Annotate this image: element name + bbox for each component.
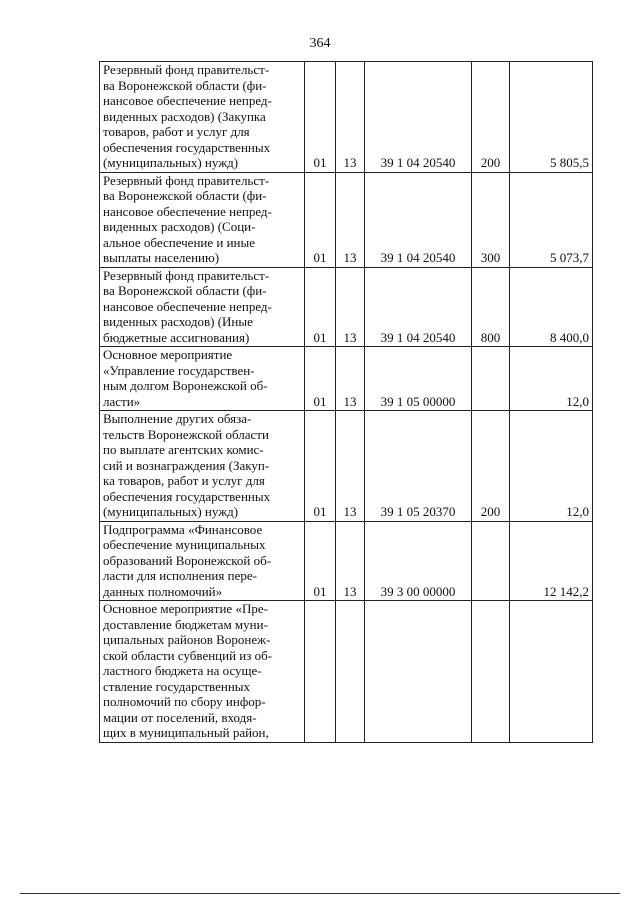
item-name-cell <box>100 172 305 267</box>
item-name-line: нансовое обеспечение непред- <box>103 298 272 314</box>
expense-type-cell: 200 <box>472 411 510 522</box>
section-cell: 01 <box>305 62 336 173</box>
expense-type-cell <box>472 347 510 411</box>
item-name-cell <box>100 411 305 522</box>
item-name-line: по выплате агентских комис- <box>103 442 264 457</box>
section-cell: 01 <box>305 521 336 601</box>
section-cell: 01 <box>305 267 336 347</box>
amount-cell: 12,0 <box>510 411 593 522</box>
target-article-cell <box>365 601 472 743</box>
target-article-cell: 39 1 05 20370 <box>365 411 472 522</box>
item-name-line: виденных расходов) (Закупка <box>103 108 266 124</box>
bottom-rule <box>20 893 620 894</box>
budget-table <box>99 61 593 743</box>
target-article-cell: 39 1 04 20540 <box>365 62 472 173</box>
budget-table-body <box>100 62 593 743</box>
item-name-line: мации от поселений, входя- <box>103 709 257 725</box>
item-name-line: Подпрограмма «Финансовое <box>103 521 263 537</box>
item-name-line: альное обеспечение и иные <box>103 234 256 250</box>
item-name-line: сий и вознаграждения (Закуп- <box>103 457 270 473</box>
subsection-cell: 13 <box>336 347 365 411</box>
item-name-line: данных полномочий» <box>103 583 223 599</box>
section-cell: 01 <box>305 347 336 411</box>
target-article-cell: 39 3 00 00000 <box>365 521 472 601</box>
table-row <box>100 601 593 743</box>
item-name-line: щих в муниципальный район, <box>103 725 269 740</box>
item-name-line: (муниципальных) нужд) <box>103 155 239 170</box>
item-name-line: ласти» <box>103 393 141 409</box>
item-name-line: «Управление государствен- <box>103 362 255 378</box>
item-name-line: Резервный фонд правительст- <box>103 172 270 188</box>
item-name-line: ва Воронежской области (фи- <box>103 188 267 203</box>
item-name-line: Выполнение других обяза- <box>103 411 252 426</box>
item-name-line: Основное мероприятие «Пре- <box>103 601 268 616</box>
item-name-cell <box>100 601 305 743</box>
item-name-line: обеспечения государственных <box>103 139 271 155</box>
item-name-line: товаров, работ и услуг для <box>103 124 250 139</box>
item-name-cell <box>100 521 305 601</box>
item-name-cell <box>100 62 305 173</box>
subsection-cell: 13 <box>336 521 365 601</box>
item-name-line: виденных расходов) (Соци- <box>103 219 256 234</box>
table-row <box>100 347 593 411</box>
expense-type-cell <box>472 601 510 743</box>
table-row <box>100 411 593 522</box>
item-name-line: виденных расходов) (Иные <box>103 314 253 329</box>
item-name-line: ласти для исполнения пере- <box>103 568 257 583</box>
expense-type-cell: 300 <box>472 172 510 267</box>
item-name-line: (муниципальных) нужд) <box>103 504 239 519</box>
table-row <box>100 172 593 267</box>
target-article-cell: 39 1 04 20540 <box>365 172 472 267</box>
subsection-cell: 13 <box>336 172 365 267</box>
subsection-cell: 13 <box>336 267 365 347</box>
amount-cell: 5 073,7 <box>510 172 593 267</box>
item-name-line: бюджетные ассигнования) <box>103 329 250 345</box>
subsection-cell <box>336 601 365 743</box>
item-name-line: выплаты населению) <box>103 250 220 265</box>
item-name-cell <box>100 267 305 347</box>
table-row <box>100 267 593 347</box>
item-name-line: образований Воронежской об- <box>103 552 272 568</box>
subsection-cell: 13 <box>336 411 365 522</box>
item-name-line: Резервный фонд правительст- <box>103 267 270 283</box>
item-name-line: ва Воронежской области (фи- <box>103 77 267 93</box>
page-number: 364 <box>309 36 331 51</box>
item-name-line: ным долгом Воронежской об- <box>103 378 268 393</box>
subsection-cell: 13 <box>336 62 365 173</box>
item-name-line: тельств Воронежской области <box>103 426 269 442</box>
table-row <box>100 62 593 173</box>
section-cell: 01 <box>305 172 336 267</box>
item-name-line: доставление бюджетам муни- <box>103 616 268 632</box>
expense-type-cell <box>472 521 510 601</box>
amount-cell: 5 805,5 <box>510 62 593 173</box>
item-name-line: нансовое обеспечение непред- <box>103 93 272 108</box>
item-name-line: ва Воронежской области (фи- <box>103 283 267 298</box>
item-name-line: ка товаров, работ и услуг для <box>103 473 265 488</box>
item-name-line: Основное мероприятие <box>103 347 233 362</box>
item-name-line: Резервный фонд правительст- <box>103 62 270 77</box>
target-article-cell: 39 1 04 20540 <box>365 267 472 347</box>
item-name-cell <box>100 347 305 411</box>
expense-type-cell: 800 <box>472 267 510 347</box>
amount-cell: 12,0 <box>510 347 593 411</box>
item-name-line: ластного бюджета на осуще- <box>103 663 262 678</box>
section-cell <box>305 601 336 743</box>
item-name-line: нансовое обеспечение непред- <box>103 203 272 219</box>
section-cell: 01 <box>305 411 336 522</box>
item-name-line: ской области субвенций из об- <box>103 647 273 663</box>
item-name-line: обеспечение муниципальных <box>103 537 266 552</box>
amount-cell: 8 400,0 <box>510 267 593 347</box>
expense-type-cell: 200 <box>472 62 510 173</box>
table-row <box>100 521 593 601</box>
item-name-line: ствление государственных <box>103 678 251 694</box>
amount-cell <box>510 601 593 743</box>
item-name-line: обеспечения государственных <box>103 488 271 504</box>
item-name-line: ципальных районов Воронеж- <box>103 632 271 647</box>
amount-cell: 12 142,2 <box>510 521 593 601</box>
item-name-line: полномочий по сбору инфор- <box>103 694 266 709</box>
target-article-cell: 39 1 05 00000 <box>365 347 472 411</box>
